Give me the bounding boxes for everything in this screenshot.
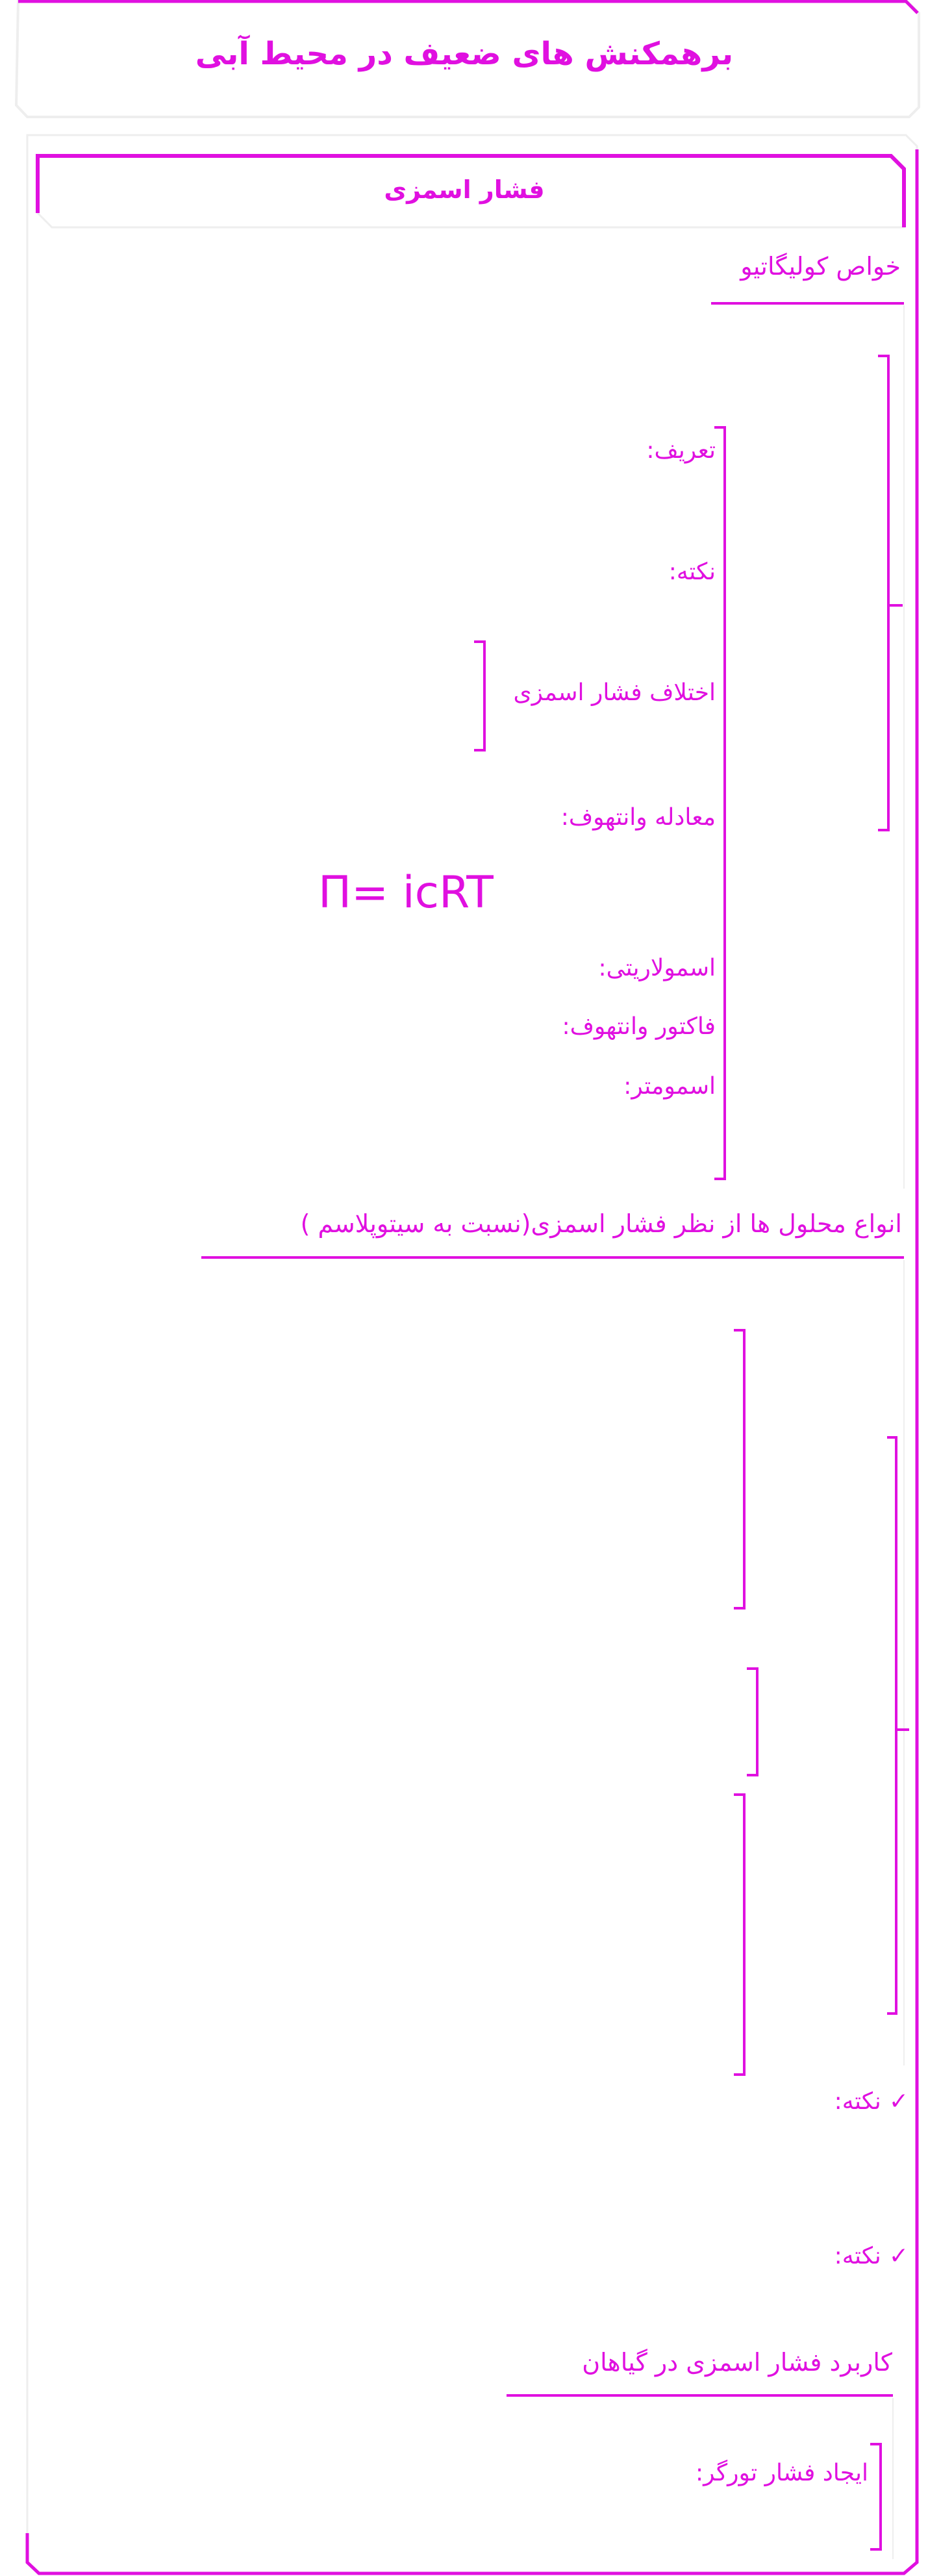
bracket-difference: [474, 642, 484, 750]
bracket-type-a: [734, 1330, 744, 1608]
plant-use-heading: کاربرد فشار اسمزی در گیاهان: [582, 2348, 892, 2377]
page-title: برهمکنش های ضعیف در محیط آبی: [195, 36, 734, 72]
vant-hoff-formula: Π= icRT: [318, 867, 494, 918]
note-item-label: نکته:: [834, 2243, 881, 2269]
bracket-type-b: [747, 1669, 757, 1775]
section-frame: [27, 135, 917, 2573]
note-item-label: نکته:: [834, 2088, 881, 2115]
bracket-type-c: [734, 1795, 744, 2075]
turgor-pressure-label: ایجاد فشار تورگر:: [696, 2460, 868, 2486]
solution-types-heading: انواع محلول ها از نظر فشار اسمزی(نسبت به سیتوپلاسم ): [300, 1209, 902, 1238]
note-item: [834, 2243, 909, 2269]
difference-label: اختلاف فشار اسمزی: [513, 679, 716, 706]
definition-label: تعریف:: [646, 437, 716, 464]
check-icon: ✓: [888, 2088, 909, 2115]
note-item: [834, 2088, 909, 2115]
bracket-plant-use: [870, 2444, 881, 2549]
bracket-solution-types: [887, 1437, 896, 2014]
check-icon: ✓: [888, 2243, 909, 2269]
osmometer-label: اسمومتر:: [623, 1073, 716, 1100]
bracket-colligative: [878, 356, 888, 830]
section-title: فشار اسمزی: [384, 175, 545, 204]
note-label: نکته:: [668, 559, 716, 585]
vant-hoff-equation-label: معادله وانتهوف:: [560, 804, 716, 831]
colligative-heading: خواص کولیگاتیو: [740, 252, 901, 281]
osmolarity-label: اسمولاریتی:: [598, 955, 716, 981]
bracket-items: [714, 427, 725, 1179]
vant-hoff-factor-label: فاکتور وانتهوف:: [562, 1013, 716, 1040]
